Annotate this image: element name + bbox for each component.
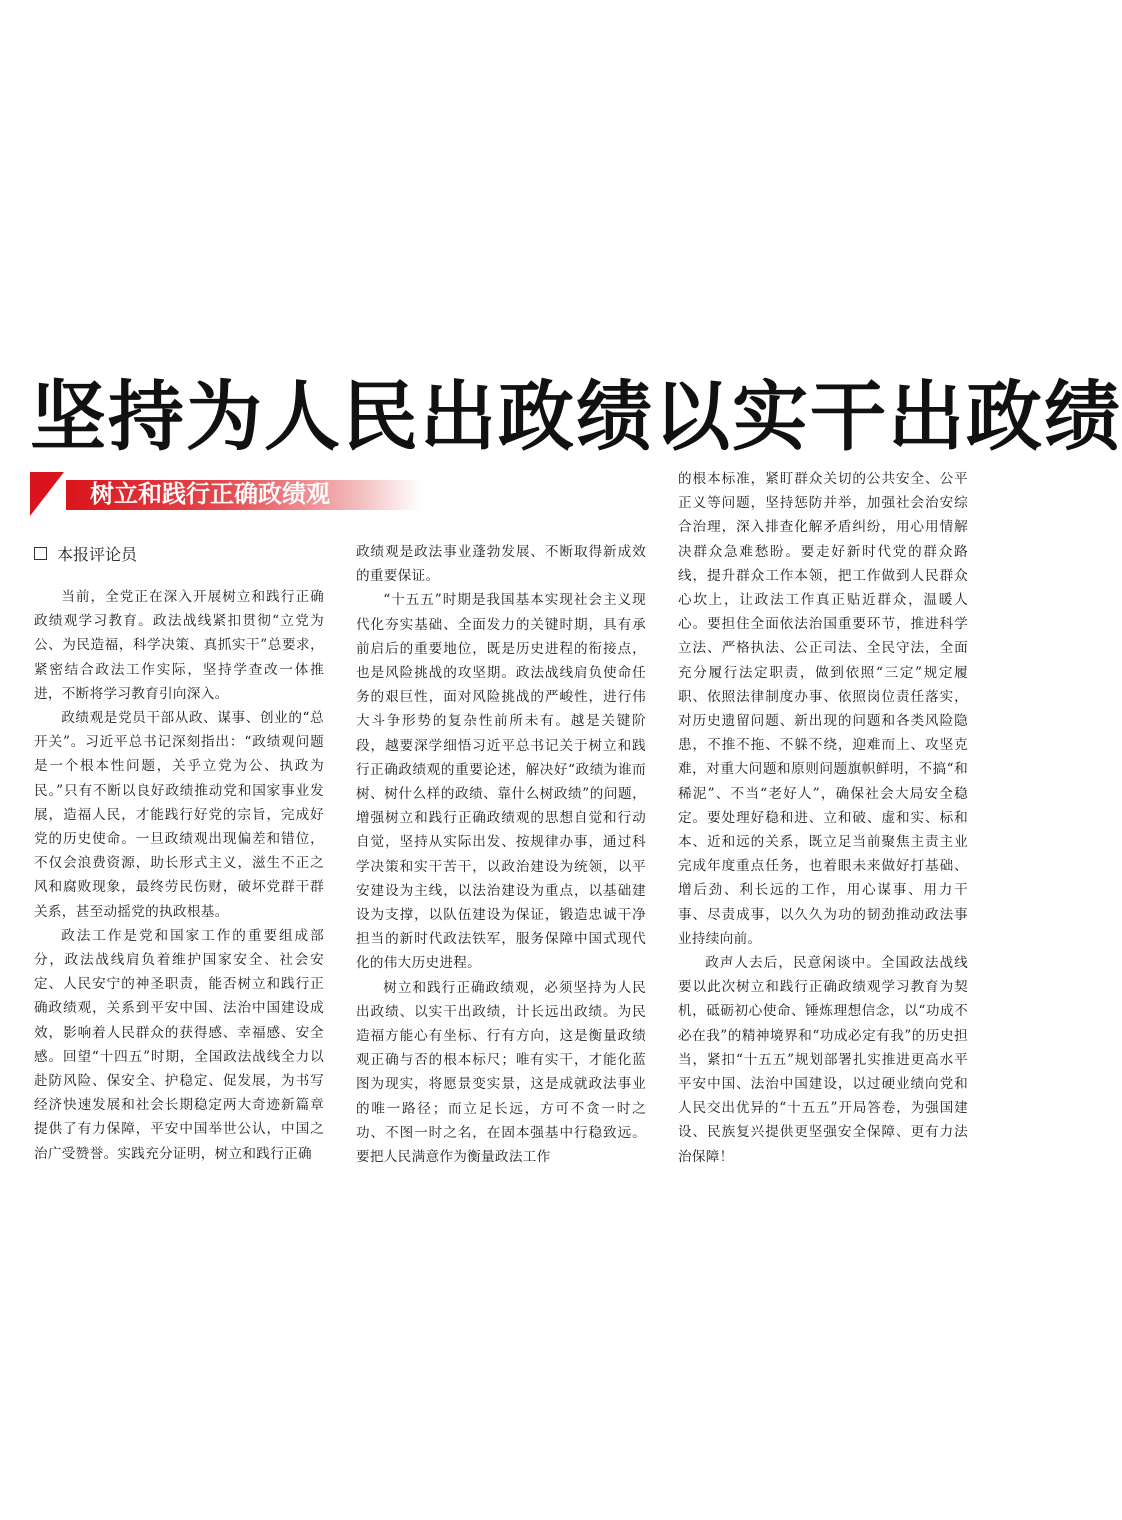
article-column-3 bbox=[678, 467, 968, 1169]
paragraph: “十五五”时期是我国基本实现社会主义现代化夯实基础、全面发力的关键时期，具有承前启后的重要地位，既是历史进程的衔接点，也是风险挑战的攻坚期。政法战线肩负使命任务的艰巨性，面对风险挑战的严峻性，进行伟大斗争形势的复杂性前所未有。越是关键阶段，越要深学细悟习近平总书记关于树立和践行正确政绩观的重要论述，解决好“政绩为谁而树、树什么样的政绩、靠什么树政绩”的问题，增强树立和践行正确政绩观的思想自觉和行动自觉，坚持从实际出发、按规律办事，通过科学决策和实干苦干，以政治建设为统领，以平安建设为主线，以法治建设为重点，以基础建设为支撑，以队伍建设为保证，锻造忠诚干净担当的新时代政法铁军，服务保障中国式现代化的伟大历史进程。 bbox=[356, 592, 646, 972]
red-ribbon-decoration bbox=[30, 472, 64, 516]
byline bbox=[34, 542, 137, 564]
headline: 坚持为人民出政绩以实干出政绩 bbox=[30, 372, 1122, 461]
paragraph: 政法工作是党和国家工作的重要组成部分，政法战线肩负着维护国家安全、社会安定、人民安宁的神圣职责，能否树立和践行正确政绩观，关系到平安中国、法治中国建设成效，影响着人民群众的获得感、幸福感、安全感。回望“十四五”时期，全国政法战线全力以赴防风险、保安全、护稳定、促发展，为书写经济快速发展和社会长期稳定两大奇迹新篇章提供了有力保障，平安中国举世公认，中国之治广受赞誉。实践充分证明，树立和践行正确 bbox=[34, 927, 324, 1162]
paragraph: 政绩观是党员干部从政、谋事、创业的“总开关”。习近平总书记深刻指出：“政绩观问题是一个根本性问题，关乎立党为公、执政为民。”只有不断以良好政绩推动党和国家事业发展，造福人民，才能践行好党的宗旨，完成好党的历史使命。一旦政绩观出现偏差和错位，不仅会浪费资源，助长形式主义，滋生不正之风和腐败现象，最终劳民伤财，破坏党群干群关系，甚至动摇党的执政根基。 bbox=[34, 710, 324, 920]
paragraph-continuation: 政绩观是政法事业蓬勃发展、不断取得新成效的重要保证。 bbox=[356, 544, 646, 585]
paragraph: 树立和践行正确政绩观，必须坚持为人民出政绩、以实干出政绩，计长远出政绩。为民造福方能心有坐标、行有方向，这是衡量政绩观正确与否的根本标尺；唯有实干，才能化蓝图为现实，将愿景变实景，这是成就政法事业的唯一路径；而立足长远，方可不贪一时之功、不图一时之名，在固本强基中行稳致远。要把人民满意作为衡量政法工作 bbox=[356, 979, 646, 1166]
subheadline-banner bbox=[30, 472, 430, 516]
byline-text: 本报评论员 bbox=[57, 544, 138, 564]
article-column-2 bbox=[356, 540, 646, 1169]
subheadline: 树立和践行正确政绩观 bbox=[90, 480, 330, 508]
square-icon bbox=[34, 547, 47, 560]
paragraph-continuation: 的根本标准，紧盯群众关切的公共安全、公平正义等问题，坚持惩防并举，加强社会治安综合治理，深入排查化解矛盾纠纷，用心用情解决群众急难愁盼。要走好新时代党的群众路线，提升群众工作本领，把工作做到人民群众心坎上，让政法工作真正贴近群众，温暖人心。要担住全面依法治国重要环节，推进科学立法、严格执法、公正司法、全民守法，全面充分履行法定职责，做到依照“三定”规定履职、依照法律制度办事、依照岗位责任落实，对历史遗留问题、新出现的问题和各类风险隐患，不推不拖、不躲不绕，迎难而上、攻坚克难，对重大问题和原则问题旗帜鲜明，不搞“和稀泥”、不当“老好人”，确保社会大局安全稳定。要处理好稳和进、立和破、虚和实、标和本、近和远的关系，既立足当前聚焦主责主业完成年度重点任务，也着眼未来做好打基础、增后劲、利长远的工作，用心谋事、用力干事、尽责成事，以久久为功的韧劲推动政法事业持续向前。 bbox=[678, 471, 968, 947]
paragraph: 政声人去后，民意闲谈中。全国政法战线要以此次树立和践行正确政绩观学习教育为契机，砥砺初心使命、锤炼理想信念，以“功成不必在我”的精神境界和“功成必定有我”的历史担当，紧扣“十五五”规划部署扎实推进更高水平平安中国、法治中国建设，以过硬业绩向党和人民交出优异的“十五五”开局答卷，为强国建设、民族复兴提供更坚强安全保障、更有力法治保障！ bbox=[678, 955, 968, 1165]
article-column-1 bbox=[34, 585, 324, 1166]
paragraph: 当前，全党正在深入开展树立和践行正确政绩观学习教育。政法战线紧扣贯彻“立党为公、为民造福，科学决策、真抓实干”总要求，紧密结合政法工作实际，坚持学查改一体推进，不断将学习教育引向深入。 bbox=[34, 589, 324, 702]
